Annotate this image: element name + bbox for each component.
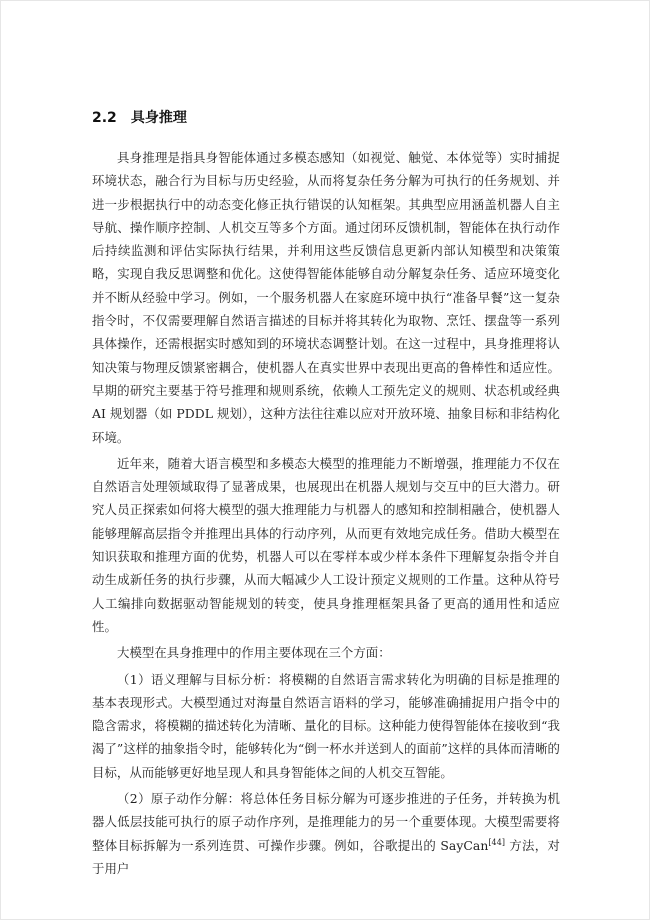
atomic-action-text-after-citation: 方法，对于用户 — [92, 837, 560, 876]
paragraph-atomic-action-decomposition — [92, 787, 560, 880]
section-heading — [92, 108, 560, 128]
paragraph-three-aspects-intro: 大模型在具身推理中的作用主要体现在三个方面： — [117, 645, 391, 661]
section-title: 具身推理 — [130, 110, 187, 126]
paragraph-semantic-understanding: （1）语义理解与目标分析：将模糊的自然语言需求转化为明确的目标是推理的基本表现形式。大模型通过对海量自然语言语料的学习，能够准确捕捉用户指令中的隐含需求，将模糊的描述转化为清晰、量化的目标。这种能力使得智能体在接收到“我渴了”这样的抽象指令时，能够转化为“倒一杯水并送到人的面前”这样的具体而清晰的目标，从而能够更好地呈现人和具身智能体之间的人机交互智能。 — [92, 671, 560, 780]
document-content — [92, 108, 560, 882]
citation-marker: [44] — [488, 837, 506, 847]
section-number: 2.2 — [92, 110, 117, 126]
paragraph-embodied-reasoning-definition: 具身推理是指具身智能体通过多模态感知（如视觉、触觉、本体觉等）实时捕捉环境状态，融合行为目标与历史经验，从而将复杂任务分解为可执行的任务规划、并进一步根据执行中的动态变化修正执行错误的认知框架。其典型应用涵盖机器人自主导航、操作顺序控制、人机交互等多个方面。通过闭环反馈机制，智能体在执行动作后持续监测和评估实际执行结果，并利用这些反馈信息更新内部认知模型和决策策略，实现自我反思调整和优化。这使得智能体能够自动分解复杂任务、适应环境变化并不断从经验中学习。例如，一个服务机器人在家庭环境中执行“准备早餐”这一复杂指令时，不仅需要理解自然语言描述的目标并将其转化为取物、烹饪、摆盘等一系列具体操作，还需根据实时感知到的环境状态调整计划。在这一过程中，具身推理将认知决策与物理反馈紧密耦合，使机器人在真实世界中表现出更高的鲁棒性和适应性。早期的研究主要基于符号推理和规则系统，依赖人工预先定义的规则、状态机或经典 AI 规划器（如 PDDL 规划），这种方法往往难以应对开放环境、抽象目标和非结构化环境。 — [92, 150, 560, 445]
paragraph-large-model-trends: 近年来，随着大语言模型和多模态大模型的推理能力不断增强，推理能力不仅在自然语言处理领域取得了显著成果，也展现出在机器人规划与交互中的巨大潜力。研究人员正探索如何将大模型的强大推理能力与机器人的感知和控制相融合，使机器人能够理解高层指令并推理出具体的行动序列，从而更有效地完成任务。借助大模型在知识获取和推理方面的优势，机器人可以在零样本或少样本条件下理解复杂指令并自动生成新任务的执行步骤，从而大幅减少人工设计预定义规则的工作量。这种从符号人工编排向数据驱动智能规划的转变，使具身推理框架具备了更高的通用性和适应性。 — [92, 455, 560, 634]
atomic-action-text-before-citation: （2）原子动作分解：将总体任务目标分解为可逐步推进的子任务，并转换为机器人低层技能可执行的原子动作序列，是推理能力的另一个重要体现。大模型需要将整体目标拆解为一系列连贯、可操作步骤。例如，谷歌提出的 SayCan — [92, 791, 560, 853]
